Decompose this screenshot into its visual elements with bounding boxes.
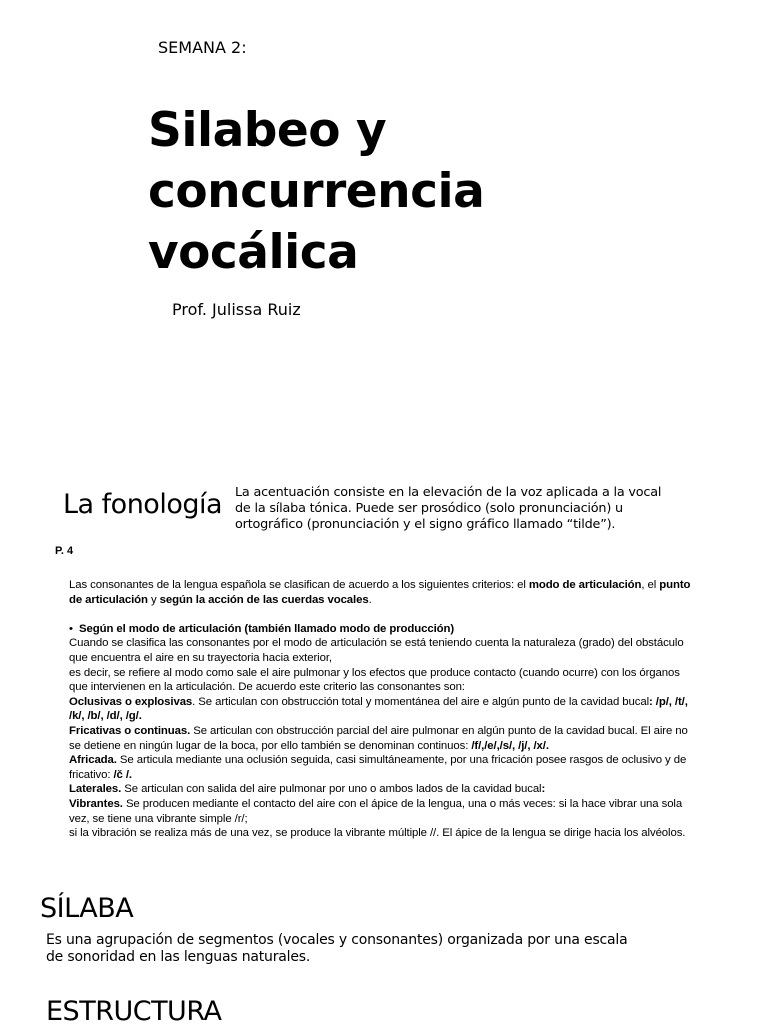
explanation-1: Cuando se clasifica las consonantes por el modo de articulación se está teniendo cuenta la naturaleza (grado) del obstáculo que encuentra el aire en su trayectoria hacia exterior,	[69, 637, 684, 664]
bullet-title-text: Según el modo de articulación (también llamado modo de producción)	[79, 622, 455, 635]
intro-text: .	[368, 593, 372, 606]
fricativas-item	[69, 724, 699, 753]
silaba-definition: Es una agrupación de segmentos (vocales y consonantes) organizada por una escala de sonoridad en las lenguas naturales.	[46, 932, 628, 965]
page-number-label: P. 4	[55, 545, 74, 557]
vibrantes-text: Se producen mediante el contacto del aire con el ápice de la lengua, una o más veces: si la hace vibrar una sola vez, se tiene una vibrante simple /r/;	[69, 797, 683, 825]
intro-text: Las consonantes de la lengua española se clasifican de acuerdo a los siguientes criterios: el	[69, 579, 529, 591]
oclusivas-text: . Se articulan con obstrucción total y momentánea del aire e algún punto de la cavidad bucal	[192, 695, 650, 708]
explanation-2: es decir, se refiere al modo como sale el aire pulmonar y los efectos que produce contacto (cuando ocurre) con los órganos que intervienen en la articulación. De acuerdo este criterio las consonantes son:	[69, 666, 680, 694]
intro-bold-modo: modo de articulación	[528, 579, 642, 591]
consonants-section	[69, 578, 699, 841]
oclusivas-label: Oclusivas o explosivas	[69, 695, 193, 708]
intro-text: y	[147, 593, 160, 606]
author-name: Prof. Julissa Ruiz	[172, 300, 301, 319]
africada-item	[69, 753, 699, 782]
laterales-colon: :	[541, 783, 546, 796]
bullet-marker: •	[69, 622, 73, 635]
week-label: SEMANA 2:	[158, 38, 247, 57]
vibrantes-item-2: si la vibración se realiza más de una vez, se produce la vibrante múltiple //. El ápice de la lengua se dirige hacia los alvéolos.	[69, 827, 686, 840]
oclusivas-item	[69, 695, 699, 724]
intro-bold-cuerdas: según la acción de las cuerdas vocales	[159, 593, 369, 606]
silaba-heading: SÍLABA	[40, 893, 134, 924]
laterales-label: Laterales.	[69, 783, 122, 796]
vibrantes-label: Vibrantes.	[69, 797, 123, 810]
africada-text: Se articula mediante una oclusión seguida, casi simultáneamente, por una fricación posee rasgos de oclusivo y de fricativo:	[69, 754, 687, 781]
page-title	[148, 100, 708, 283]
fonologia-description: La acentuación consiste en la elevación de la voz aplicada a la vocal de la sílaba tónica. Puede ser prosódico (solo pronunciación) u ortográfico (pronunciación y el signo gráfico llamado “tilde”).	[235, 485, 662, 532]
vibrantes-item	[69, 797, 699, 826]
africada-phonemes: /č /.	[113, 768, 132, 781]
title-line-1: Silabeo y	[148, 103, 387, 158]
laterales-text: Se articulan con salida del aire pulmonar por uno o ambos lados de la cavidad bucal	[121, 783, 542, 796]
bullet-heading	[69, 622, 699, 637]
title-line-2: concurrencia	[148, 164, 485, 219]
africada-label: Africada.	[69, 754, 117, 767]
intro-text: , el	[641, 579, 660, 591]
fonologia-heading: La fonología	[63, 489, 223, 520]
laterales-item	[69, 782, 699, 797]
fricativas-text: Se articulan con obstrucción parcial del aire pulmonar en algún punto de la cavidad bucal. El aire no se detiene en ningún lugar de la boca, por ello también se denominan continuos:	[69, 724, 688, 752]
consonants-intro	[69, 578, 699, 607]
title-line-3: vocálica	[148, 225, 359, 280]
intro-bold-punto: punto de articulación	[69, 579, 691, 606]
fricativas-label: Fricativas o continuas.	[69, 724, 191, 737]
oclusivas-phonemes: : /p/, /t/, /k/, /b/, /d/, /g/.	[69, 695, 688, 723]
fricativas-phonemes: /f/,/e/,/s/, /j/, /x/.	[471, 739, 549, 752]
estructura-heading: ESTRUCTURA	[46, 996, 222, 1027]
